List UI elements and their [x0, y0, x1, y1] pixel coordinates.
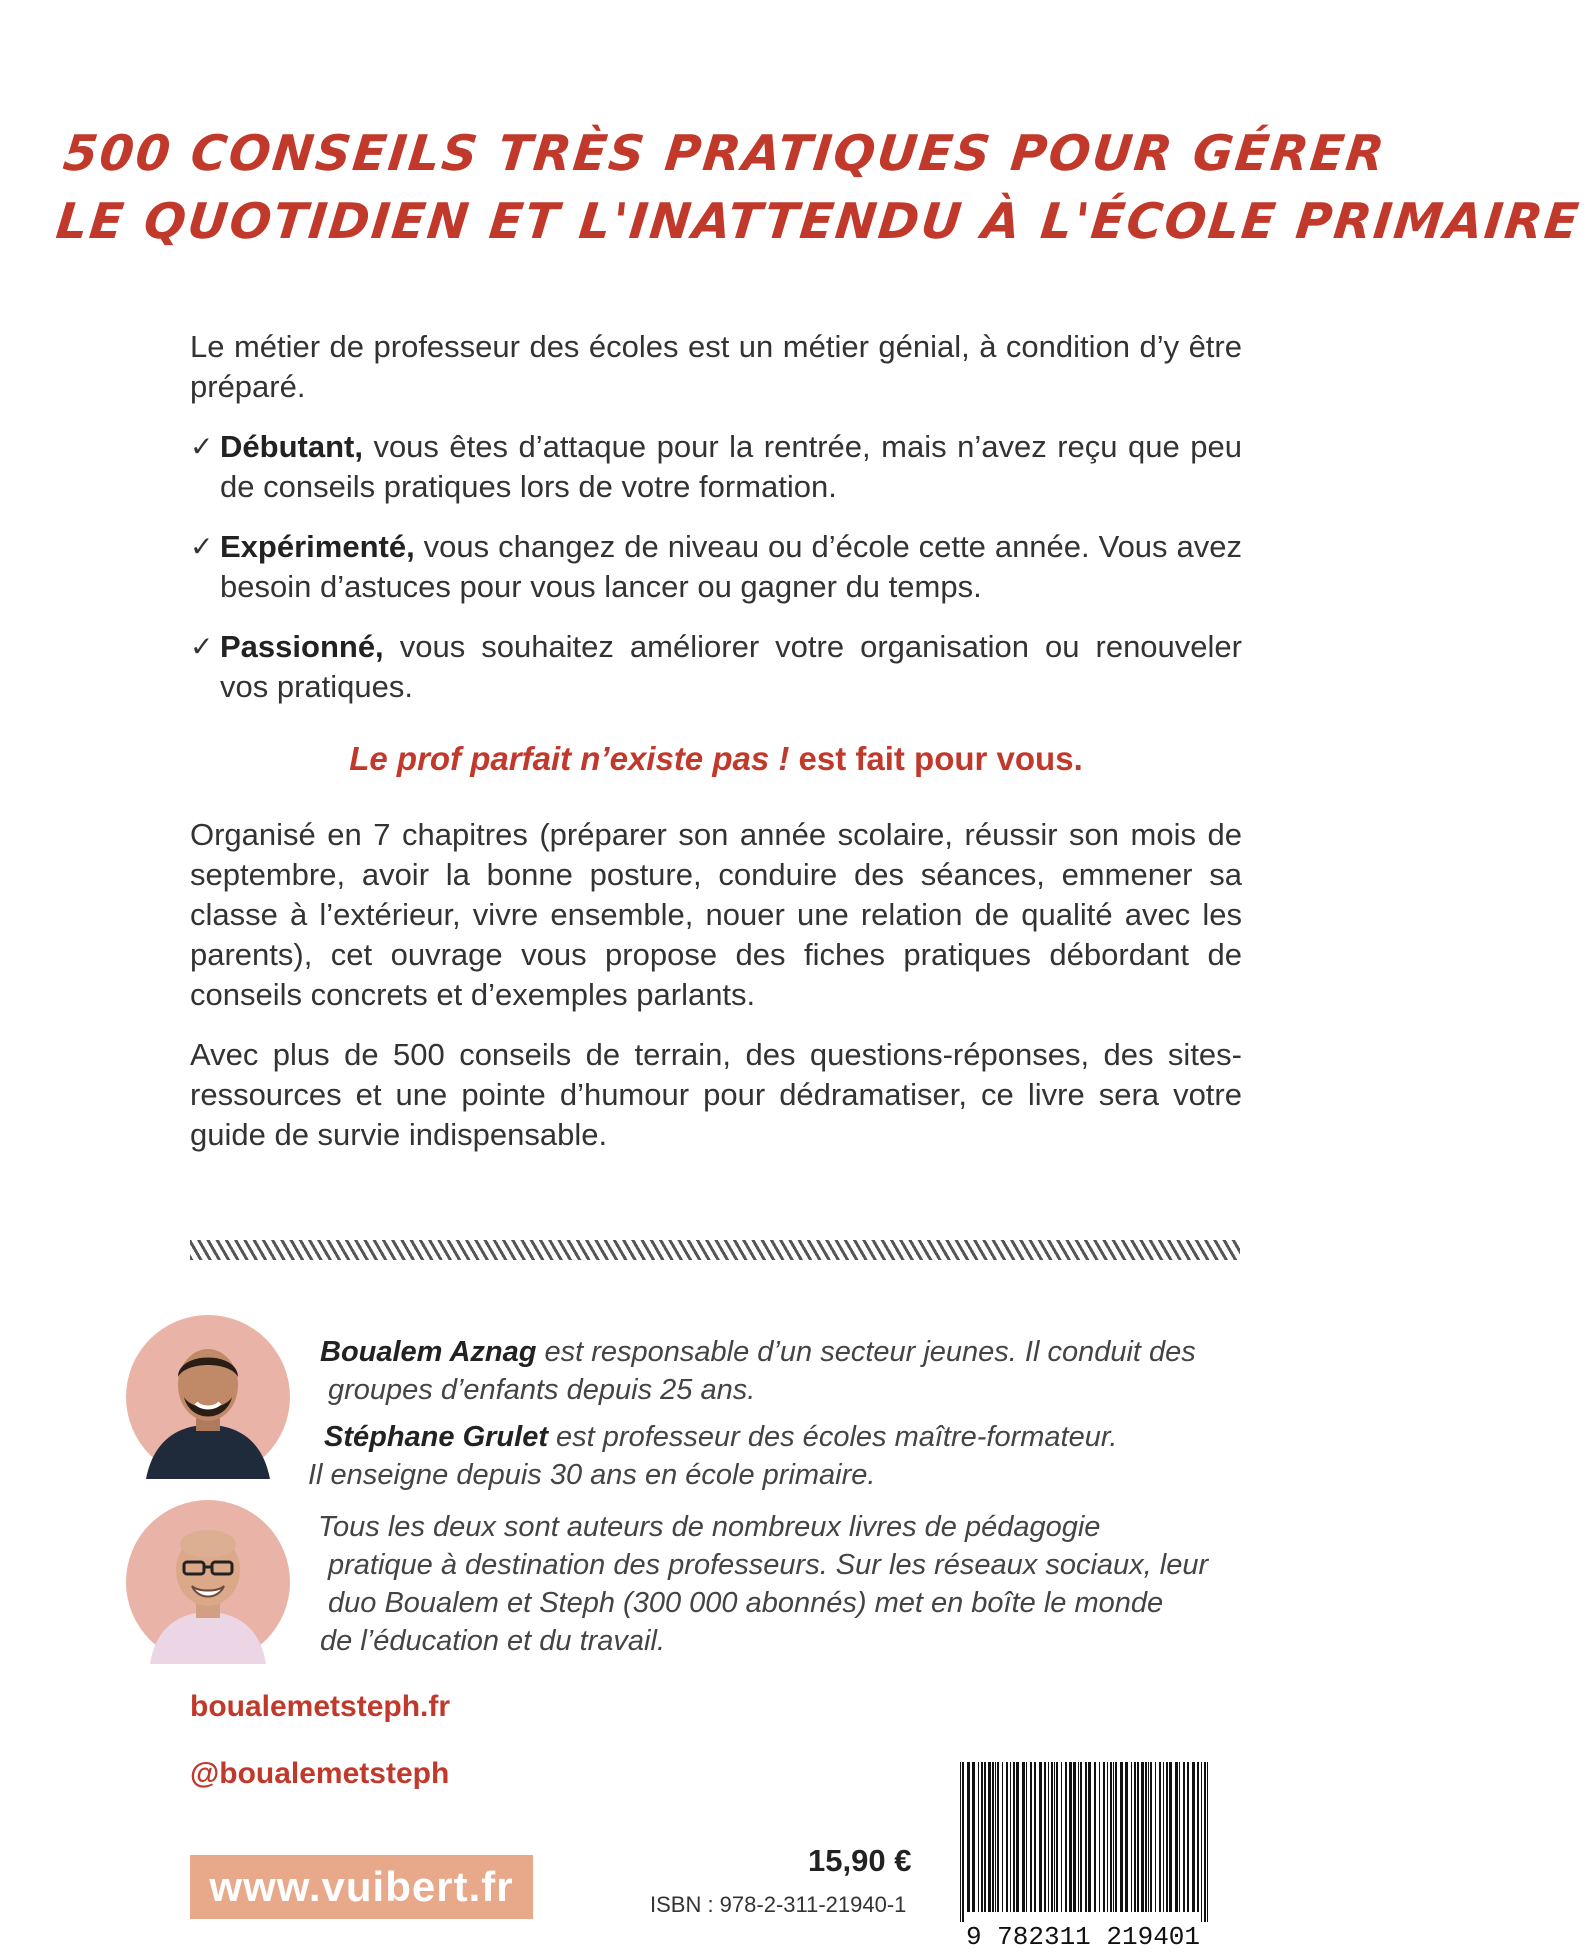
barcode-bar [978, 1762, 979, 1912]
social-handle[interactable]: @boualemetsteph [190, 1757, 450, 1790]
barcode-bar [1107, 1762, 1108, 1912]
checklist-item-bold: Expérimenté, [220, 529, 415, 564]
barcode-bar [1201, 1762, 1202, 1922]
barcode-digits: 9 782311 219401 [965, 1922, 1201, 1952]
publisher-url-badge[interactable]: www.vuibert.fr [190, 1855, 533, 1919]
barcode-bar [962, 1762, 964, 1922]
barcode-bar [1148, 1762, 1149, 1912]
barcode-bar [1159, 1762, 1161, 1912]
hatched-divider [190, 1240, 1240, 1260]
barcode-bar [1145, 1762, 1147, 1912]
book-title: Le prof parfait n’existe pas ! [349, 740, 790, 777]
barcode-bar [1169, 1762, 1172, 1912]
barcode [946, 1760, 1220, 1950]
barcode-bar [1163, 1762, 1164, 1912]
checklist-item-text: vous souhaitez améliorer votre organisation ou renouveler vos pratiques. [220, 629, 1242, 704]
barcode-bar [972, 1762, 975, 1912]
checklist-item-passionne [190, 627, 1242, 707]
barcode-bar [1207, 1762, 1208, 1922]
barcode-bar [1141, 1762, 1144, 1912]
barcode-bar [1197, 1762, 1199, 1912]
barcode-bar [1103, 1762, 1105, 1912]
barcode-bar [1099, 1762, 1100, 1912]
barcode-bar [997, 1762, 999, 1912]
barcode-bar [967, 1762, 970, 1912]
barcode-bar [1187, 1762, 1189, 1912]
barcode-bar [1048, 1762, 1049, 1912]
checklist-item-text: vous êtes d’attaque pour la rentrée, mais n’avez reçu que peu de conseils pratiques lors de votre formation. [220, 429, 1242, 504]
check-icon: ✓ [190, 531, 214, 562]
authors-joint-bio-line-4: de l’éducation et du travail. [320, 1625, 665, 1657]
summary-paragraph-2: Avec plus de 500 conseils de terrain, des questions-réponses, des sites-ressources et une pointe d’humour pour dédramatiser, ce livre sera votre guide de survie indispensable. [190, 1037, 1242, 1152]
author-bio-boualem-line-1 [320, 1333, 1196, 1371]
barcode-bar [1073, 1762, 1076, 1912]
barcode-bar [1179, 1762, 1180, 1912]
website-link[interactable]: boualemetsteph.fr [190, 1690, 451, 1723]
headline-line-1: 500 CONSEILS TRÈS PRATIQUES POUR GÉRER [60, 125, 1389, 182]
barcode-bar [1131, 1762, 1132, 1912]
barcode-bar [1175, 1762, 1178, 1912]
checklist-item-text: vous changez de niveau ou d’école cette année. Vous avez besoin d’astuces pour vous lancer ou gagner du temps. [220, 529, 1242, 604]
price-label: 15,90 € [808, 1843, 912, 1878]
barcode-bar [1044, 1762, 1046, 1912]
barcode-bar [1088, 1762, 1091, 1912]
barcode-bar [988, 1762, 991, 1912]
intro-paragraph: Le métier de professeur des écoles est un métier génial, à condition d’y être préparé. [190, 329, 1242, 404]
tagline [190, 739, 1242, 779]
author-bio-boualem-line-2: groupes d’enfants depuis 25 ans. [328, 1374, 756, 1406]
isbn-label: ISBN : 978-2-311-21940-1 [650, 1892, 907, 1917]
barcode-bar [1051, 1762, 1053, 1912]
barcode-bar [1155, 1762, 1156, 1912]
barcode-bar [1204, 1762, 1206, 1922]
barcode-bar [1125, 1762, 1128, 1912]
barcode-bar [1183, 1762, 1185, 1912]
barcode-bar [1034, 1762, 1036, 1912]
authors-joint-bio-line-1: Tous les deux sont auteurs de nombreux livres de pédagogie [318, 1511, 1101, 1543]
barcode-bar [1065, 1762, 1067, 1912]
barcode-bar [1192, 1762, 1195, 1912]
barcode-bar [1054, 1762, 1055, 1912]
authors-joint-bio-line-3: duo Boualem et Steph (300 000 abonnés) met en boîte le monde [328, 1587, 1164, 1619]
barcode-bar [1078, 1762, 1079, 1912]
summary-paragraph-1: Organisé en 7 chapitres (préparer son année scolaire, réussir son mois de septembre, avoir la bonne posture, conduire des séances, emmener sa classe à l’extérieur, vivre ensemble, nouer une relation de qualité avec les parents), cet ouvrage vous propose des fiches pratiques débordant de conseils concrets et d’exemples parlants. [190, 817, 1242, 1012]
barcode-bar [1056, 1762, 1058, 1912]
tagline-rest: est fait pour vous. [789, 740, 1083, 777]
barcode-bar [1039, 1762, 1042, 1912]
barcode-bar [1166, 1762, 1168, 1912]
checklist-item-bold: Passionné, [220, 629, 384, 664]
barcode-bar [1110, 1762, 1112, 1912]
person-icon [126, 1500, 290, 1664]
person-icon [126, 1315, 290, 1479]
author-bio-text: est professeur des écoles maître-formateur. [548, 1421, 1118, 1453]
checklist-item-debutant [190, 427, 1242, 507]
barcode-bar [1094, 1762, 1096, 1912]
barcode-bar [995, 1762, 996, 1912]
barcode-bar [1016, 1762, 1019, 1912]
author-bio-stephane-line-1 [324, 1418, 1118, 1456]
checklist-item-bold: Débutant, [220, 429, 363, 464]
barcode-bar [1085, 1762, 1087, 1912]
description-block [190, 327, 1242, 1175]
author-photo-boualem [126, 1315, 290, 1479]
barcode-bar [960, 1762, 961, 1922]
barcode-bar [1061, 1762, 1062, 1912]
author-bio-text: est responsable d’un secteur jeunes. Il conduit des [536, 1336, 1196, 1368]
check-icon: ✓ [190, 631, 214, 662]
barcode-bar [1137, 1762, 1139, 1912]
barcode-bar [1120, 1762, 1123, 1912]
author-photo-stephane [126, 1500, 290, 1664]
barcode-bar [1150, 1762, 1152, 1912]
author-name-boualem: Boualem Aznag [320, 1336, 537, 1368]
barcode-bar [1115, 1762, 1117, 1912]
barcode-bar [1113, 1762, 1114, 1912]
authors-joint-bio-line-2: pratique à destination des professeurs. Sur les réseaux sociaux, leur [328, 1549, 1209, 1581]
barcode-bar [1006, 1762, 1008, 1912]
barcode-bar [1080, 1762, 1082, 1912]
headline-line-2: LE QUOTIDIEN ET L'INATTENDU À L'ÉCOLE PRIMAIRE [53, 193, 1584, 250]
barcode-bar [1022, 1762, 1025, 1912]
barcode-bar [981, 1762, 983, 1912]
author-bio-stephane-line-2: Il enseigne depuis 30 ans en école primaire. [308, 1459, 876, 1491]
barcode-bar [984, 1762, 986, 1912]
barcode-bar [1002, 1762, 1003, 1912]
barcode-bar [992, 1762, 994, 1912]
barcode-bar [1134, 1762, 1136, 1912]
barcode-bar [1030, 1762, 1032, 1912]
back-cover-headline [53, 120, 1584, 256]
barcode-bar [1013, 1762, 1015, 1912]
barcode-bar [1010, 1762, 1011, 1912]
check-icon: ✓ [190, 431, 214, 462]
author-name-stephane: Stéphane Grulet [324, 1421, 548, 1453]
checklist-item-experimente [190, 527, 1242, 607]
barcode-bars [946, 1760, 1220, 1950]
barcode-bar [1026, 1762, 1027, 1912]
barcode-bar [1069, 1762, 1072, 1912]
